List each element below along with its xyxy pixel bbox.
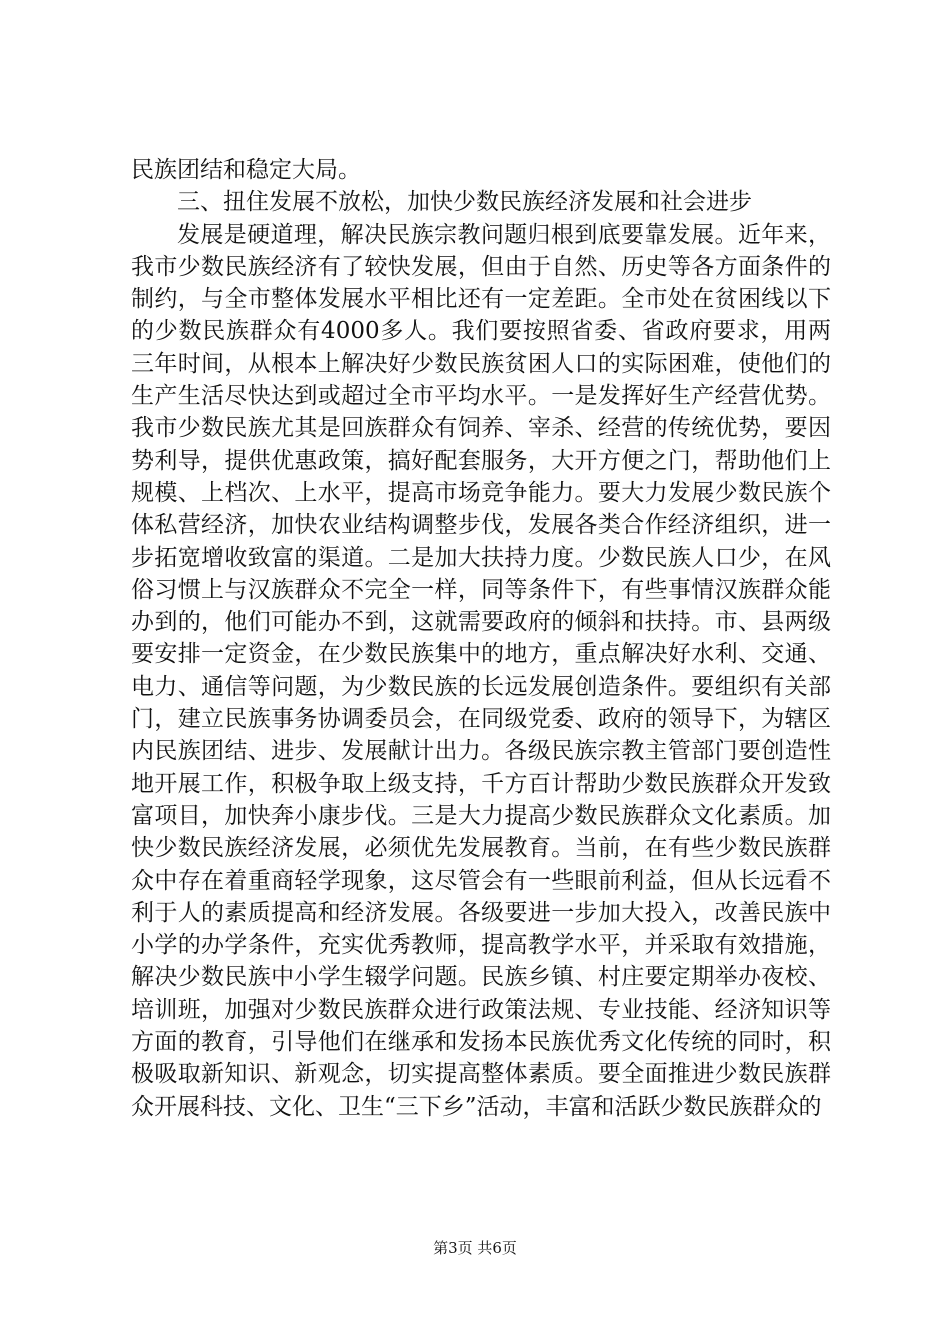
section-heading: 三、扭住发展不放松，加快少数民族经济发展和社会进步	[177, 189, 752, 216]
continuation-paragraph: 民族团结和稳定大局。	[131, 157, 361, 183]
page-number: 第3页 共6页	[433, 1239, 517, 1257]
document-body	[131, 154, 831, 1123]
body-paragraph: 发展是硬道理，解决民族宗教问题归根到底要靠发展。近年来，我市少数民族经济有了较快发展，但由于自然、历史等各方面条件的制约，与全市整体发展水平相比还有一定差距。全市处在贫困线以下的少数民族群众有4000多人。我们要按照省委、省政府要求，用两三年时间，从根本上解决好少数民族贫困人口的实际困难，使他们的生产生活尽快达到或超过全市平均水平。一是发挥好生产经营优势。我市少数民族尤其是回族群众有饲养、宰杀、经营的传统优势，要因势利导，提供优惠政策，搞好配套服务，大开方便之门，帮助他们上规模、上档次、上水平，提高市场竞争能力。要大力发展少数民族个体私营经济，加快农业结构调整步伐，发展各类合作经济组织，进一步拓宽增收致富的渠道。二是加大扶持力度。少数民族人口少，在风俗习惯上与汉族群众不完全一样，同等条件下，有些事情汉族群众能办到的，他们可能办不到，这就需要政府的倾斜和扶持。市、县两级要安排一定资金，在少数民族集中的地方，重点解决好水利、交通、电力、通信等问题，为少数民族的长远发展创造条件。要组织有关部门，建立民族事务协调委员会，在同级党委、政府的领导下，为辖区内民族团结、进步、发展献计出力。各级民族宗教主管部门要创造性地开展工作，积极争取上级支持，千方百计帮助少数民族群众开发致富项目，加快奔小康步伐。三是大力提高少数民族群众文化素质。加快少数民族经济发展，必须优先发展教育。当前，在有些少数民族群众中存在着重商轻学现象，这尽管会有一些眼前利益，但从长远看不利于人的素质提高和经济发展。各级要进一步加大投入，改善民族中小学的办学条件，充实优秀教师，提高教学水平，并采取有效措施，解决少数民族中小学生辍学问题。民族乡镇、村庄要定期举办夜校、培训班，加强对少数民族群众进行政策法规、专业技能、经济知识等方面的教育，引导他们在继承和发扬本民族优秀文化传统的同时，积极吸取新知识、新观念，切实提高整体素质。要全面推进少数民族群众开展科技、文化、卫生“三下乡”活动，丰富和活跃少数民族群众的	[131, 221, 831, 1120]
page-footer	[0, 1237, 950, 1258]
